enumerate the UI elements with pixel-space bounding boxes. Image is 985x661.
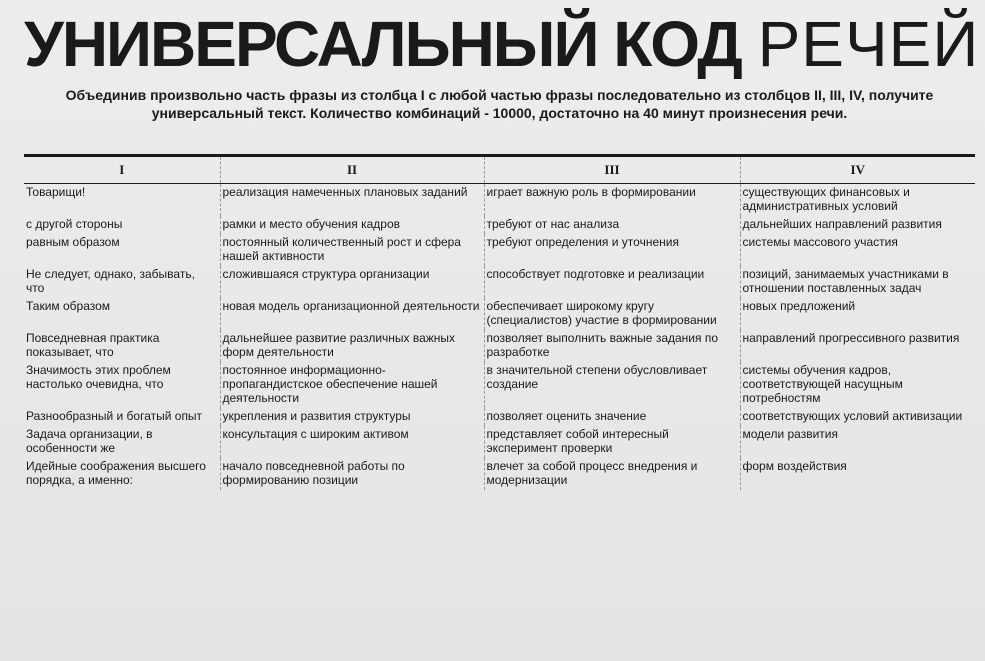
table-cell: форм воздействия	[740, 458, 975, 490]
table-cell: рамки и место обучения кадров	[220, 216, 484, 234]
title-bold-part: УНИВЕРСАЛЬНЫЙ КОД	[24, 8, 741, 80]
table-cell: системы массового участия	[740, 234, 975, 266]
table-cell: сложившаяся структура организации	[220, 266, 484, 298]
table-row	[24, 266, 975, 298]
table-cell: новая модель организационной деятельности	[220, 298, 484, 330]
table-row	[24, 458, 975, 490]
table-row	[24, 408, 975, 426]
table-cell: дальнейших направлений развития	[740, 216, 975, 234]
table-row	[24, 216, 975, 234]
table-cell: Разнообразный и богатый опыт	[26, 409, 203, 423]
table-cell: способствует подготовке и реализации	[484, 266, 740, 298]
table-cell: направлений прогрессивного развития	[740, 330, 975, 362]
table-row	[24, 330, 975, 362]
table-cell: Товарищи!	[26, 185, 86, 199]
table-cell: с другой стороны	[26, 217, 123, 231]
table-cell: представляет собой интересный эксперимент проверки	[484, 426, 740, 458]
column-header-2: II	[220, 157, 484, 184]
table-cell: системы обучения кадров, соответствующей насущным потребностям	[740, 362, 975, 408]
table-cell: обеспечивает широкому кругу (специалистов) участие в формировании	[484, 298, 740, 330]
table-cell: влечет за собой процесс внедрения и модернизации	[484, 458, 740, 490]
table-cell: Значимость этих проблем настолько очевидна, что	[26, 363, 171, 391]
phrase-table	[24, 157, 975, 490]
column-header-3: III	[484, 157, 740, 184]
table-cell: требуют от нас анализа	[484, 216, 740, 234]
table-cell: Повседневная практика показывает, что	[26, 331, 160, 359]
table-cell: позволяет оценить значение	[484, 408, 740, 426]
table-cell: дальнейшее развитие различных важных форм деятельности	[220, 330, 484, 362]
table-cell: Не следует, однако, забывать, что	[26, 267, 195, 295]
table-cell: позволяет выполнить важные задания по разработке	[484, 330, 740, 362]
table-row	[24, 426, 975, 458]
table-row	[24, 298, 975, 330]
table-row	[24, 362, 975, 408]
table-cell: в значительной степени обусловливает создание	[484, 362, 740, 408]
table-cell: модели развития	[740, 426, 975, 458]
intro-paragraph: Объединив произвольно часть фразы из столбца I с любой частью фразы последовательно из столбцов II, III, IV, получите универсальный текст. Количество комбинаций - 10000, достаточно на 40 минут произнесения речи.	[65, 87, 934, 121]
table-cell: соответствующих условий активизации	[740, 408, 975, 426]
table-row	[24, 184, 975, 217]
table-cell: постоянный количественный рост и сфера нашей активности	[220, 234, 484, 266]
table-cell: новых предложений	[740, 298, 975, 330]
table-cell: позиций, занимаемых участниками в отношении поставленных задач	[740, 266, 975, 298]
table-cell: Идейные соображения высшего порядка, а именно:	[26, 459, 206, 487]
table-cell: Таким образом	[26, 299, 111, 313]
column-header-4: IV	[740, 157, 975, 184]
table-cell: укрепления и развития структуры	[220, 408, 484, 426]
table-cell: реализация намеченных плановых заданий	[220, 184, 484, 217]
title-light-part: РЕЧЕЙ	[757, 8, 980, 80]
table-cell: играет важную роль в формировании	[484, 184, 740, 217]
table-cell: постоянное информационно-пропагандистское обеспечение нашей деятельности	[220, 362, 484, 408]
table-cell: равным образом	[26, 235, 120, 249]
page-title	[24, 0, 980, 82]
table-cell: требуют определения и уточнения	[484, 234, 740, 266]
table-cell: существующих финансовых и административных условий	[740, 184, 975, 217]
table-cell: начало повседневной работы по формированию позиции	[220, 458, 484, 490]
table-cell: Задача организации, в особенности же	[26, 427, 153, 455]
table-row	[24, 234, 975, 266]
table-cell: консультация с широким активом	[220, 426, 484, 458]
table-header-row	[24, 157, 975, 184]
column-header-1: I	[24, 157, 220, 184]
